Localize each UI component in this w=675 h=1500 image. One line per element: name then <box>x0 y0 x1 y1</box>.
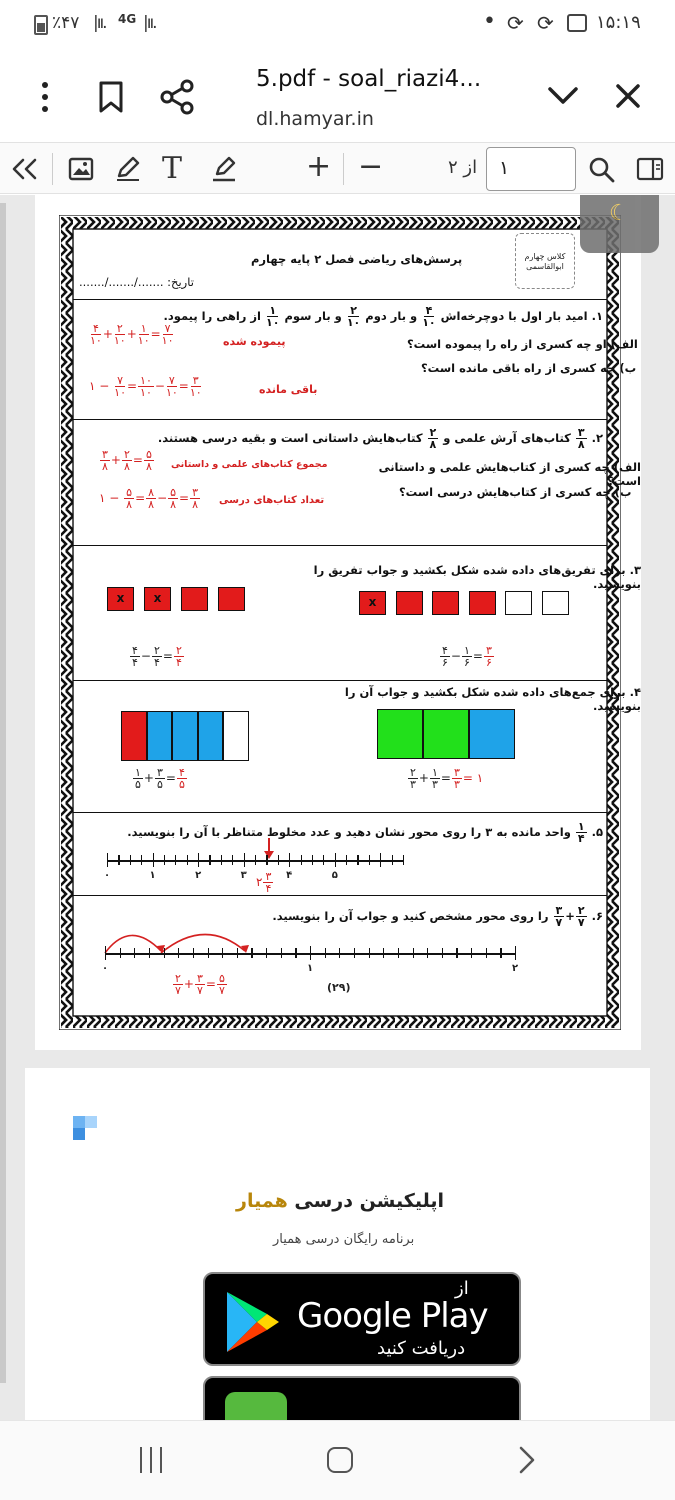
q6-axis-tick <box>222 948 223 958</box>
scrollbar[interactable] <box>0 203 6 1383</box>
cross-mark: x <box>116 591 125 605</box>
page-number: (۲۹) <box>327 981 351 994</box>
q6-axis-tick <box>486 948 487 958</box>
gp-top-text: از <box>455 1278 469 1299</box>
q5-axis-tick <box>323 855 324 865</box>
q6-axis-tick <box>251 948 252 958</box>
divider <box>73 680 607 681</box>
q2-answer-remaining: ۱ − $\frac{۵}{۸}$ = $\frac{۸}{۸}$ − $\frac{۵}{۸}$ = $\frac{۳}{۸}$ <box>99 486 199 511</box>
q6-axis-tick <box>120 948 121 958</box>
q5-axis-tick <box>312 855 313 865</box>
q5-axis-tick <box>335 853 336 867</box>
q6-axis-tick <box>149 948 150 958</box>
q6-axis-tick <box>295 948 296 958</box>
q4-left-part <box>121 711 147 761</box>
q4-right-part <box>377 709 423 759</box>
highlighter-icon[interactable] <box>210 155 238 183</box>
q1-answer-label-a: پیموده شده <box>223 335 286 348</box>
search-icon[interactable] <box>588 156 616 184</box>
logo-text: کلاس چهارم <box>524 252 566 261</box>
q5-arrow-marker <box>263 838 275 860</box>
google-play-button[interactable] <box>203 1272 521 1366</box>
q4-text: ۴. برای جمع‌های داده شده شکل بکشید و جواب آن را بنویسید. <box>344 685 641 713</box>
q6-axis-tick <box>237 948 238 958</box>
q5-axis-tick <box>164 855 165 865</box>
divider <box>52 153 53 185</box>
q6-axis-tick <box>164 948 165 958</box>
divider <box>73 299 607 300</box>
q5-axis-label: ۵ <box>331 870 338 881</box>
q6-axis-tick <box>398 948 399 958</box>
q2-part-a: الف) چه کسری از کتاب‌هایش علمی و داستانی است؟ <box>378 460 641 488</box>
q6-axis-tick <box>105 946 106 960</box>
q1-answer-sum: $\frac{۴}{۱۰}$ + $\frac{۲}{۱۰}$ + $\frac{۱}{۱۰}$ = $\frac{۷}{۱۰}$ <box>90 322 174 347</box>
q6-axis-tick <box>178 948 179 958</box>
q6-axis-tick <box>193 948 194 958</box>
notification-dot: • <box>483 9 496 34</box>
logo-subtext: ابوالقاسمی <box>526 262 564 271</box>
promo-title: اپلیکیشن درسی همیار <box>236 1190 444 1212</box>
q2-part-b: ب) چه کسری از کتاب‌هایش درسی است؟ <box>399 485 632 499</box>
divider <box>73 419 607 420</box>
image-tool-icon[interactable] <box>68 156 94 182</box>
q1-answer-label-b: باقی مانده <box>259 383 318 396</box>
q5-axis-label: ۳ <box>240 870 247 881</box>
q5-axis-label: ۰ <box>104 870 111 881</box>
q3-left-square <box>181 587 208 611</box>
q5-answer: ۲ $\frac{۳}{۴}$ <box>256 870 272 895</box>
q5-axis-tick <box>403 855 404 865</box>
q5-axis-tick <box>209 855 210 865</box>
hamyar-logo-icon <box>73 1116 97 1140</box>
q1-line1: ۱. امید بار اول با دوچرخه‌اش $\frac{۴}{۱۰}$ و بار دوم $\frac{۲}{۱۰}$ و بار سوم $\frac{۱}{۱۰}$ از راهی را پیمود. <box>163 304 603 329</box>
q2-line1: ۲. $\frac{۳}{۸}$ کتاب‌های آرش علمی و $\frac{۲}{۸}$ کتاب‌هایش داستانی است و بقیه درسی هستند. <box>157 426 603 451</box>
pdf-viewer[interactable] <box>0 195 675 1420</box>
q5-axis-tick <box>107 853 108 867</box>
q6-text: ۶. $\frac{۲}{۷}$ + $\frac{۳}{۷}$ را روی محور مشخص کنید و جواب آن را بنویسید. <box>272 904 603 929</box>
page-number-input[interactable] <box>486 147 576 191</box>
sync-icon: ⟳ <box>507 11 524 35</box>
q1-part-a: الف) او چه کسری از راه را پیموده است؟ <box>407 337 638 351</box>
pdf-page-2 <box>25 1068 650 1420</box>
q5-axis-label: ۱ <box>149 870 156 881</box>
document-title: 5.pdf - soal_riazi4... <box>256 66 482 92</box>
share-icon[interactable] <box>158 78 196 116</box>
navigation-bar <box>0 1420 675 1500</box>
q6-axis-tick <box>471 948 472 958</box>
q6-axis-tick <box>310 946 311 960</box>
q6-axis-label: ۲ <box>512 963 519 974</box>
q4-left-part <box>198 711 224 761</box>
q6-axis-tick <box>339 948 340 958</box>
q6-axis-tick <box>427 948 428 958</box>
signal-icon-2: |ıı. <box>143 13 156 33</box>
q3-right-square <box>396 591 423 615</box>
q5-axis-tick <box>141 855 142 865</box>
q5-axis-tick <box>130 855 131 865</box>
q6-axis-tick <box>500 948 501 958</box>
google-play-icon <box>223 1290 283 1354</box>
q6-axis-tick <box>413 948 414 958</box>
q3-right-square <box>469 591 496 615</box>
page-total: از ۲ <box>448 157 478 178</box>
pdf-toolbar <box>0 142 675 194</box>
bookmark-icon[interactable] <box>97 80 125 114</box>
q5-axis-tick <box>278 855 279 865</box>
worksheet-title: پرسش‌های ریاضی فصل ۲ پایه چهارم <box>251 252 463 266</box>
signal-icon: |ıı. <box>93 13 106 33</box>
q5-axis-tick <box>232 855 233 865</box>
q4-left-part <box>223 711 249 761</box>
q5-axis-tick <box>244 853 245 867</box>
gp-main-text: Google Play <box>297 1296 488 1336</box>
q4-right-part <box>469 709 515 759</box>
q5-axis-tick <box>266 855 267 865</box>
q3-left-square <box>144 587 171 611</box>
q2-answer-label-b: تعداد کتاب‌های درسی <box>219 495 325 506</box>
q2-answer-label-a: مجموع کتاب‌های علمی و داستانی <box>171 459 328 470</box>
q5-axis-tick <box>369 855 370 865</box>
text-tool-icon[interactable]: T <box>162 151 183 186</box>
q6-axis-tick <box>281 948 282 958</box>
q6-answer: $\frac{۲}{۷}$ + $\frac{۳}{۷}$ = $\frac{۵}{۷}$ <box>175 972 225 997</box>
q4-right-equation: $\frac{۲}{۳}$ + $\frac{۱}{۳}$ = $\frac{۳}{۳}$ = ۱ <box>410 766 484 791</box>
q3-right-equation: $\frac{۴}{۶}$ − $\frac{۱}{۶}$ = $\frac{۳}{۶}$ <box>442 644 492 669</box>
zoom-in-button[interactable]: + <box>306 149 332 184</box>
pdf-page-1 <box>35 195 641 1050</box>
night-mode-button[interactable] <box>580 195 659 253</box>
q4-left-part <box>172 711 198 761</box>
q5-axis-tick <box>198 853 199 867</box>
logo <box>515 233 575 289</box>
q3-right-square <box>505 591 532 615</box>
bazaar-button[interactable] <box>203 1376 521 1420</box>
q5-axis-tick <box>380 853 381 867</box>
q6-axis-tick <box>383 948 384 958</box>
gp-bottom-text: دریافت کنید <box>377 1338 466 1359</box>
q4-left-equation: $\frac{۱}{۵}$ + $\frac{۳}{۵}$ = $\frac{۴}{۵}$ <box>135 766 185 791</box>
moon-icon: ☾ <box>609 201 629 226</box>
q4-left-part <box>147 711 173 761</box>
q5-axis-tick <box>255 855 256 865</box>
q5-axis-tick <box>175 855 176 865</box>
q5-axis-label: ۲ <box>195 870 202 881</box>
q5-axis-tick <box>118 855 119 865</box>
divider <box>343 153 344 185</box>
q3-right-square <box>542 591 569 615</box>
q1-answer-remaining: ۱ − $\frac{۷}{۱۰}$ = $\frac{۱۰}{۱۰}$ − $\frac{۷}{۱۰}$ = $\frac{۳}{۱۰}$ <box>89 374 202 399</box>
divider <box>73 812 607 813</box>
q6-axis-tick <box>134 948 135 958</box>
q4-right-part <box>423 709 469 759</box>
q6-axis-label: ۰ <box>102 963 109 974</box>
pen-icon[interactable] <box>114 155 142 183</box>
close-icon[interactable] <box>614 82 642 110</box>
battery-icon <box>34 15 48 35</box>
home-button[interactable] <box>327 1447 353 1473</box>
q6-axis-tick <box>208 948 209 958</box>
q5-axis-tick <box>221 855 222 865</box>
q6-axis-tick <box>354 948 355 958</box>
q3-left-equation: $\frac{۴}{۴}$ − $\frac{۲}{۴}$ = $\frac{۲}{۴}$ <box>132 644 182 669</box>
divider <box>73 895 607 896</box>
app-bar <box>0 50 675 142</box>
q5-text: ۵. $\frac{۱}{۴}$ واحد مانده به ۳ را روی محور نشان دهید و عدد مخلوط متناظر با آن را بنویسید. <box>127 820 603 845</box>
divider <box>73 545 607 546</box>
q6-axis-label: ۱ <box>307 963 314 974</box>
worksheet-date: تاریخ: ......./......./....... <box>79 275 194 289</box>
q6-axis-tick <box>266 948 267 958</box>
q3-left-square <box>107 587 134 611</box>
status-bar <box>0 0 675 50</box>
q5-axis-tick <box>392 855 393 865</box>
clock: ۱۵:۱۹ <box>596 12 641 33</box>
sync-icon-2: ⟳ <box>537 11 554 35</box>
q3-left-square <box>218 587 245 611</box>
q5-axis-tick <box>346 855 347 865</box>
page-number-value: ۱ <box>499 157 510 179</box>
q6-axis-tick <box>369 948 370 958</box>
q5-axis-tick <box>187 855 188 865</box>
q5-axis-tick <box>153 853 154 867</box>
recent-apps-button[interactable] <box>138 1447 164 1473</box>
chevron-down-icon[interactable] <box>546 84 580 108</box>
battery-percent: ٪۴۷ <box>52 13 80 33</box>
q3-right-square <box>359 591 386 615</box>
q5-axis-tick <box>357 855 358 865</box>
q6-axis-tick <box>325 948 326 958</box>
back-button[interactable] <box>516 1445 538 1475</box>
q2-answer-sum: $\frac{۳}{۸}$ + $\frac{۲}{۸}$ = $\frac{۵}{۸}$ <box>102 448 152 473</box>
collapse-icon[interactable] <box>10 157 40 181</box>
cross-mark: x <box>368 595 377 609</box>
q5-axis-tick <box>289 853 290 867</box>
cross-mark: x <box>153 591 162 605</box>
q1-part-b: ب) چه کسری از راه باقی مانده است؟ <box>421 361 637 375</box>
sidebar-toggle-icon[interactable] <box>636 157 664 181</box>
network-type: 4G <box>118 12 137 26</box>
promo-subtitle: برنامه رایگان درسی همیار <box>273 1232 415 1247</box>
more-options-icon[interactable] <box>36 80 56 114</box>
zoom-out-button[interactable]: − <box>358 149 384 184</box>
document-source: dl.hamyar.in <box>256 108 374 130</box>
q6-axis-tick <box>442 948 443 958</box>
q6-axis-tick <box>515 946 516 960</box>
q5-axis-tick <box>301 855 302 865</box>
q5-axis-label: ۴ <box>286 870 293 881</box>
bazaar-icon <box>225 1392 287 1420</box>
q3-text: ۳. برای تفریق‌های داده شده شکل بکشید و جواب تفریق را بنویسید. <box>313 563 641 591</box>
image-icon <box>567 14 587 32</box>
q3-right-square <box>432 591 459 615</box>
q6-axis-tick <box>456 948 457 958</box>
